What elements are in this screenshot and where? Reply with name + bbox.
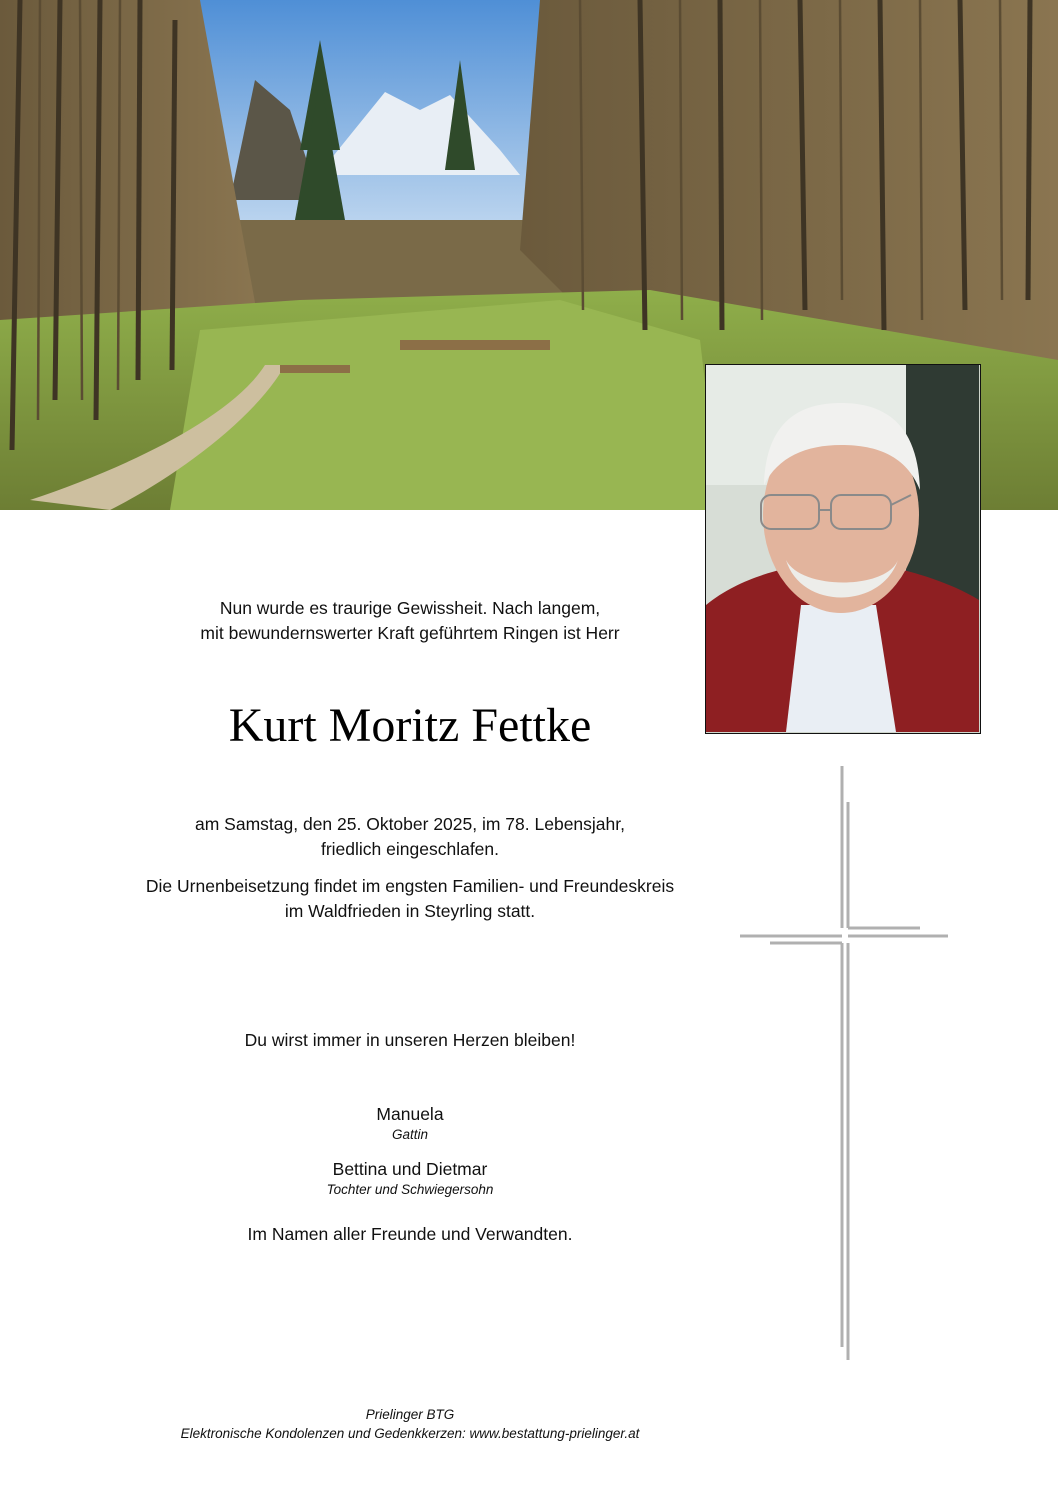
mourner-entry	[60, 1102, 760, 1144]
mourner-role: Tochter und Schwiegersohn	[326, 1182, 494, 1197]
intro-line-1: Nun wurde es traurige Gewissheit. Nach langem,	[219, 598, 601, 618]
funeral-home-name: Prielinger BTG	[365, 1407, 455, 1422]
death-line-2: friedlich eingeschlafen.	[320, 839, 500, 859]
condolences-link-text: Elektronische Kondolenzen und Gedenkkerzen: www.bestattung-prielinger.at	[180, 1426, 640, 1441]
burial-notice	[60, 874, 760, 924]
death-line-1: am Samstag, den 25. Oktober 2025, im 78. Lebensjahr,	[195, 814, 625, 834]
closing-text: Im Namen aller Freunde und Verwandten.	[247, 1224, 573, 1244]
burial-line-1: Die Urnenbeisetzung findet im engsten Familien- und Freundeskreis	[145, 876, 675, 896]
memorial-cross-icon	[738, 762, 953, 1362]
memorial-motto: Du wirst immer in unseren Herzen bleiben!	[244, 1030, 576, 1050]
intro-text	[60, 596, 760, 646]
death-notice	[60, 812, 760, 862]
mourner-entry	[60, 1157, 760, 1199]
deceased-name: Kurt Moritz Fettke	[228, 699, 592, 752]
intro-line-2: mit bewundernswerter Kraft geführtem Ringen ist Herr	[200, 623, 620, 643]
mourner-role: Gattin	[391, 1127, 429, 1142]
portrait-photo	[705, 364, 981, 734]
mourner-name: Manuela	[376, 1104, 444, 1124]
mourner-name: Bettina und Dietmar	[332, 1159, 488, 1179]
burial-line-2: im Waldfrieden in Steyrling statt.	[284, 901, 536, 921]
